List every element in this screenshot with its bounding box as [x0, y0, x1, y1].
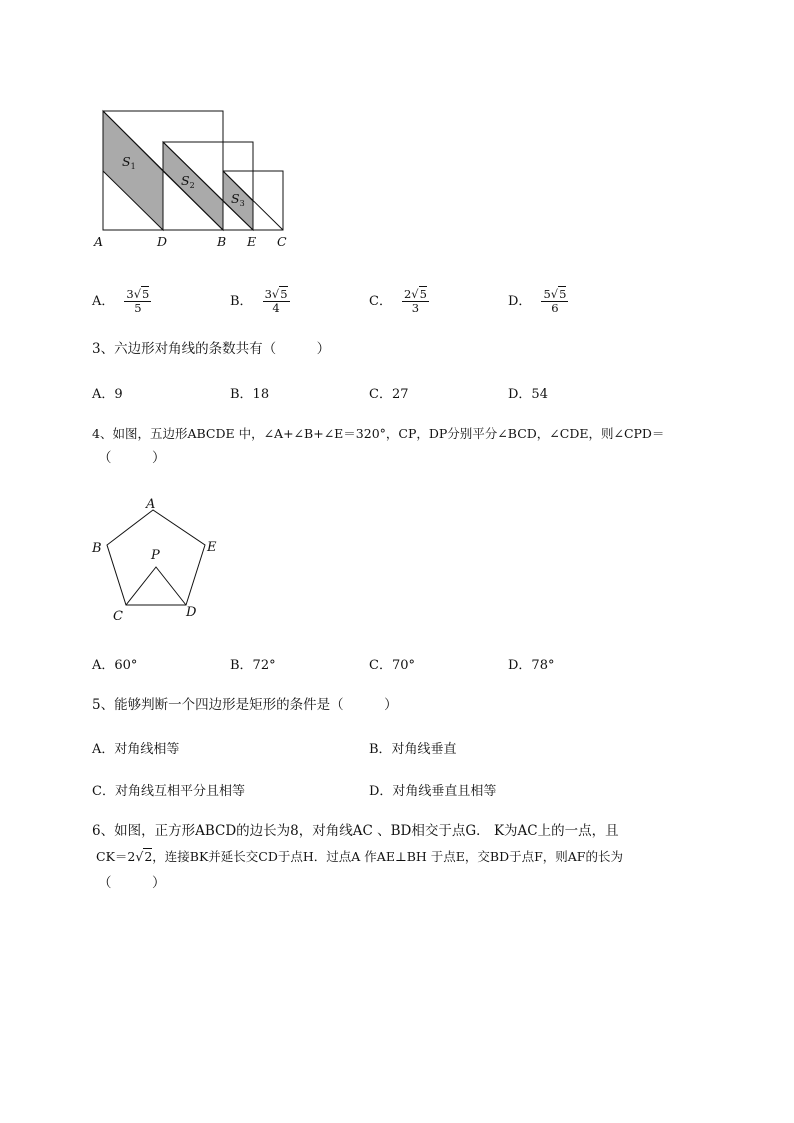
q6-stem-line1: 6、如图，正方形ABCD的边长为8，对角线AC 、BD相交于点G． K为AC上的一点，且	[92, 823, 619, 839]
label-c: C	[113, 609, 123, 624]
pentagon-figure	[88, 492, 228, 627]
label-b: B	[217, 234, 227, 249]
q6-stem-line2: CK＝2√2，连接BK并延长交CD于点H．过点A 作AE⊥BH 于点E，交BD于点F，则AF的长为	[96, 849, 623, 864]
label-a: A	[94, 234, 104, 249]
label-p: P	[151, 548, 160, 563]
q3-option-a[interactable]: A．9	[92, 387, 123, 402]
q5-option-b[interactable]: B．对角线垂直	[369, 742, 457, 757]
fraction: $\frac{3√5}{4}$	[264, 287, 288, 315]
q3-option-d[interactable]: D．54	[508, 387, 548, 402]
q5-option-d[interactable]: D．对角线垂直且相等	[369, 784, 497, 799]
label-s3: $S_3$	[231, 191, 245, 208]
q4-stem-line1: 4、如图，五边形ABCDE 中，∠A+∠B+∠E＝320°，CP，DP分别平分∠BCD，∠CDE，则∠CPD＝	[92, 426, 665, 441]
fraction: $\frac{5√5}{6}$	[543, 287, 567, 315]
q2-option-d[interactable]: D． $\frac{5√5}{6}$	[508, 287, 567, 315]
triangle-cpd	[126, 567, 186, 605]
diagonal-2	[163, 142, 253, 230]
q4-option-b[interactable]: B．72°	[230, 658, 276, 673]
label-s2: $S_2$	[181, 173, 195, 190]
q3-option-b[interactable]: B．18	[230, 387, 270, 402]
q4-stem-line2: （ ）	[98, 450, 166, 466]
q4-option-d[interactable]: D．78°	[508, 658, 555, 673]
q5-stem: 5、能够判断一个四边形是矩形的条件是（ ）	[92, 697, 398, 713]
label-d: D	[157, 234, 168, 249]
q2-option-b[interactable]: B． $\frac{3√5}{4}$	[230, 287, 288, 315]
label-c: C	[277, 234, 287, 249]
label-d: D	[186, 605, 197, 620]
label-a: A	[146, 497, 156, 512]
fraction: $\frac{3√5}{5}$	[126, 287, 150, 315]
label-e: E	[247, 234, 257, 249]
label-e: E	[207, 540, 217, 555]
q5-option-c[interactable]: C．对角线互相平分且相等	[92, 784, 245, 799]
label-s1: $S_1$	[122, 154, 136, 171]
squares-figure	[88, 104, 298, 254]
q3-option-c[interactable]: C．27	[369, 387, 409, 402]
q5-option-a[interactable]: A．对角线相等	[92, 742, 180, 757]
fraction: $\frac{2√5}{3}$	[403, 287, 427, 315]
q4-option-c[interactable]: C．70°	[369, 658, 415, 673]
q2-option-a[interactable]: A． $\frac{3√5}{5}$	[92, 287, 150, 315]
label-b: B	[92, 541, 102, 556]
q4-option-a[interactable]: A．60°	[92, 658, 138, 673]
q6-stem-line3: （ ）	[98, 875, 166, 891]
q3-stem: 3、六边形对角线的条数共有（ ）	[92, 341, 331, 357]
q2-option-c[interactable]: C． $\frac{2√5}{3}$	[369, 287, 427, 315]
